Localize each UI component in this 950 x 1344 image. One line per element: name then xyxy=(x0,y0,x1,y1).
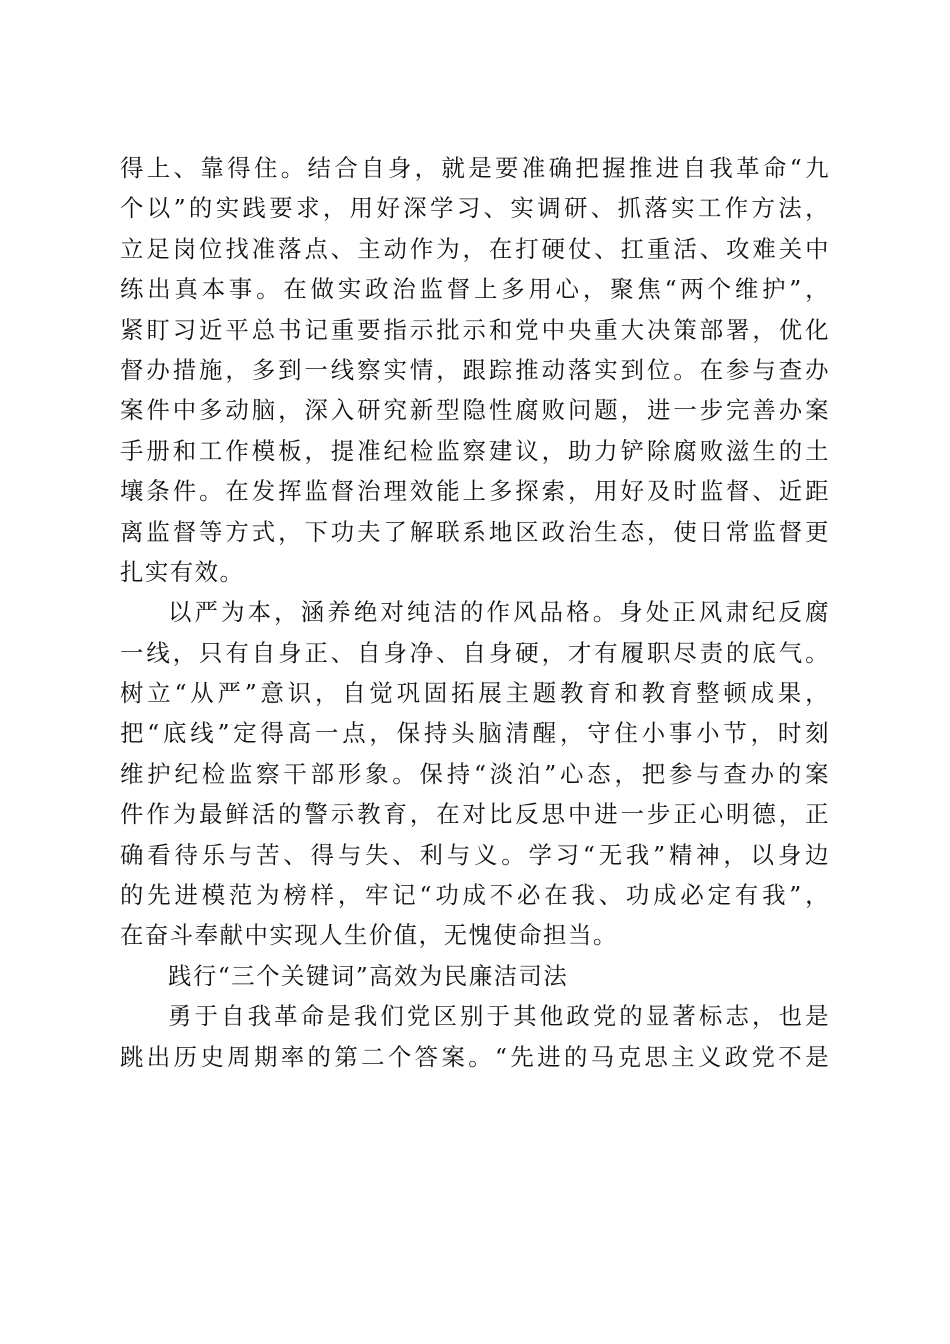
text-line: 确看待乐与苦、得与失、利与义。学习“无我”精神，以身边 xyxy=(120,840,830,869)
text-line: 紧盯习近平总书记重要指示批示和党中央重大决策部署，优化 xyxy=(120,315,830,344)
text-line: 手册和工作模板，提准纪检监察建议，助力铲除腐败滋生的土 xyxy=(120,436,830,465)
text-line: 跳出历史周期率的第二个答案。“先进的马克思主义政党不是 xyxy=(120,1042,830,1071)
text-line: 在奋斗奉献中实现人生价值，无愧使命担当。 xyxy=(120,921,618,950)
text-line: 树立“从严”意识，自觉巩固拓展主题教育和教育整顿成果， xyxy=(120,679,830,708)
text-line: 件作为最鲜活的警示教育，在对比反思中进一步正心明德，正 xyxy=(120,800,830,829)
paragraph-first-line: 勇于自我革命是我们党区别于其他政党的显著标志，也是 xyxy=(168,1002,830,1031)
text-line: 练出真本事。在做实政治监督上多用心，聚焦“两个维护”， xyxy=(120,275,830,304)
text-line: 把“底线”定得高一点，保持头脑清醒，守住小事小节，时刻 xyxy=(120,719,830,748)
text-line: 一线，只有自身正、自身净、自身硬，才有履职尽责的底气。 xyxy=(120,638,830,667)
text-line: 个以”的实践要求，用好深学习、实调研、抓落实工作方法， xyxy=(120,194,830,223)
paragraph-first-line: 践行“三个关键词”高效为民廉洁司法 xyxy=(168,961,569,990)
text-line: 得上、靠得住。结合自身，就是要准确把握推进自我革命“九 xyxy=(120,154,830,182)
text-line: 扎实有效。 xyxy=(120,557,245,586)
text-line: 维护纪检监察干部形象。保持“淡泊”心态，把参与查办的案 xyxy=(120,759,830,788)
text-line: 的先进模范为榜样，牢记“功成不必在我、功成必定有我”， xyxy=(120,881,830,910)
text-line: 离监督等方式，下功夫了解联系地区政治生态，使日常监督更 xyxy=(120,517,830,546)
text-line: 壤条件。在发挥监督治理效能上多探索，用好及时监督、近距 xyxy=(120,477,830,506)
document-body xyxy=(120,148,830,1077)
text-line: 案件中多动脑，深入研究新型隐性腐败问题，进一步完善办案 xyxy=(120,396,830,425)
text-line: 立足岗位找准落点、主动作为，在打硬仗、扛重活、攻难关中 xyxy=(120,234,830,263)
paragraph-first-line: 以严为本，涵养绝对纯洁的作风品格。身处正风肃纪反腐 xyxy=(168,598,830,627)
text-line: 督办措施，多到一线察实情，跟踪推动落实到位。在参与查办 xyxy=(120,355,830,384)
